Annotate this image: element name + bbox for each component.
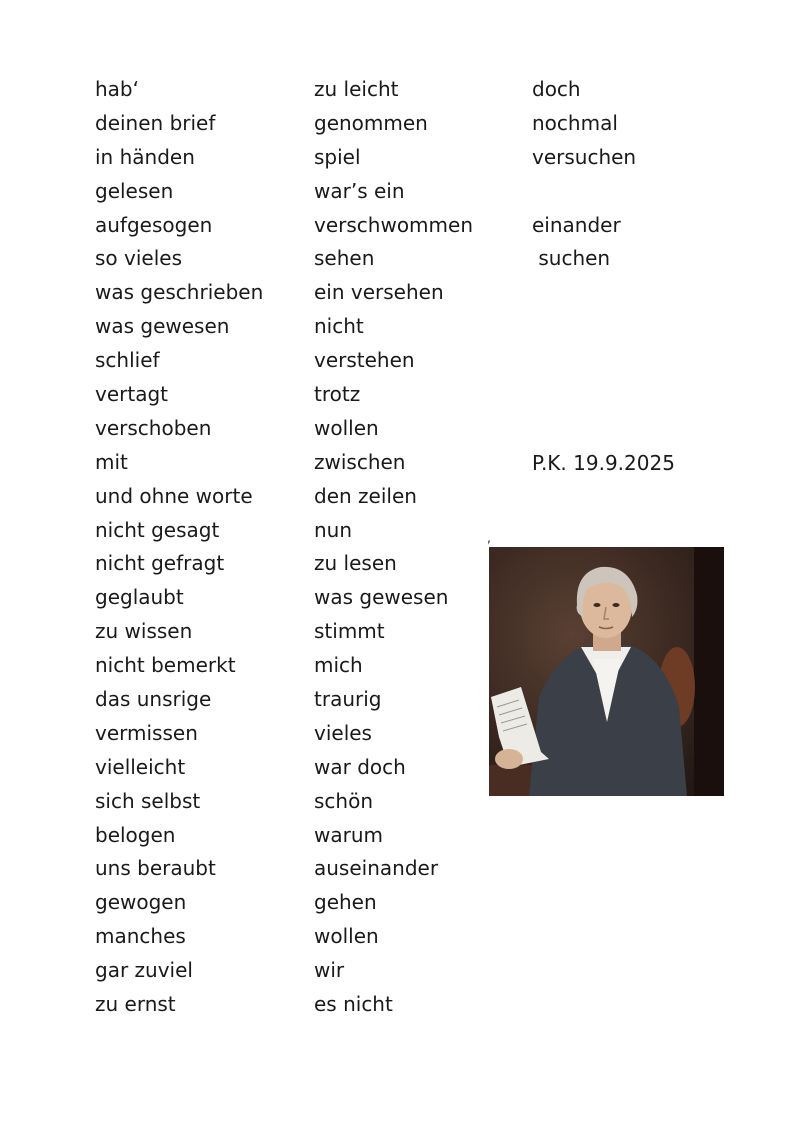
poem-line-col2: trotz — [314, 382, 361, 407]
poem-line-col2: nicht — [314, 314, 364, 339]
poem-line-col1: zu ernst — [95, 992, 176, 1017]
poem-column-1 — [95, 73, 263, 1022]
poem-line-col3: einander — [532, 212, 621, 237]
poem-line-col2: schön — [314, 788, 374, 813]
poem-line-col2: vieles — [314, 720, 372, 745]
poem-column-3 — [532, 73, 636, 276]
poem-line-col1: gelesen — [95, 178, 174, 203]
poem-column-2 — [314, 73, 473, 1022]
poem-line-col2: nun — [314, 517, 353, 542]
poem-line-col1: geglaubt — [95, 585, 184, 610]
poem-line-col1: mit — [95, 449, 128, 474]
poem-line-col3: doch — [532, 77, 581, 101]
poem-line-col1: vermissen — [95, 720, 198, 745]
poem-line-col2: verschwommen — [314, 212, 473, 237]
poem-line-col2: was gewesen — [314, 585, 449, 610]
poem-line-col2: verstehen — [314, 348, 415, 373]
poem-line-col3 — [532, 175, 636, 209]
poem-line-col2: mich — [314, 653, 363, 678]
poem-line-col1: so vieles — [95, 246, 182, 271]
poem-line-col1: verschoben — [95, 415, 212, 440]
poem-line-col1: manches — [95, 924, 186, 949]
hand — [495, 749, 523, 769]
poem-line-col1: gewogen — [95, 890, 187, 915]
poem-line-col2: stimmt — [314, 619, 385, 644]
poem-line-col1: belogen — [95, 822, 176, 847]
stray-mark: ‚ — [487, 531, 491, 545]
portrait-image — [489, 547, 724, 796]
poem-line-col1: nicht gefragt — [95, 551, 225, 576]
poem-line-col1: uns beraubt — [95, 856, 216, 881]
poem-line-col2: spiel — [314, 144, 361, 169]
poem-line-col3: versuchen — [532, 144, 637, 169]
poem-line-col2: zwischen — [314, 449, 406, 474]
poem-line-col1: hab‘ — [95, 77, 139, 101]
poem-line-col2: zu leicht — [314, 77, 399, 101]
poem-line-col2: wollen — [314, 415, 379, 440]
poem-line-col1: was geschrieben — [95, 280, 264, 305]
poem-line-col1: zu wissen — [95, 619, 193, 644]
poem-line-col2: traurig — [314, 687, 382, 712]
poem-line-col1: sich selbst — [95, 788, 201, 813]
poem-line-col1: nicht bemerkt — [95, 653, 236, 678]
portrait-dark-edge — [694, 547, 724, 796]
poem-line-col2: auseinander — [314, 856, 439, 881]
right-eye — [613, 603, 620, 607]
poem-line-col1: nicht gesagt — [95, 517, 220, 542]
left-eye — [594, 603, 601, 607]
poem-line-col2: warum — [314, 822, 383, 847]
poem-line-col1: gar zuviel — [95, 958, 193, 983]
poem-line-col2: zu lesen — [314, 551, 397, 576]
poem-line-col1: in händen — [95, 144, 195, 169]
poem-line-col2: genommen — [314, 110, 428, 135]
poem-line-col1: was gewesen — [95, 314, 230, 339]
poem-line-col2: gehen — [314, 890, 377, 915]
poem-line-col1: vielleicht — [95, 754, 186, 779]
poem-line-col2: wollen — [314, 924, 379, 949]
poem-line-col2: sehen — [314, 246, 375, 271]
poem-line-col1: und ohne worte — [95, 483, 253, 508]
poem-line-col2: war doch — [314, 754, 406, 779]
poem-line-col2: war’s ein — [314, 178, 405, 203]
poem-line-col1: aufgesogen — [95, 212, 213, 237]
poem-line-col1: das unsrige — [95, 687, 212, 712]
poem-line-col2: wir — [314, 958, 345, 983]
poem-line-col3: nochmal — [532, 110, 618, 135]
poem-line-col2: ein versehen — [314, 280, 444, 305]
poem-line-col1: deinen brief — [95, 110, 216, 135]
poem-line-col2: es nicht — [314, 992, 393, 1017]
portrait-drawing — [489, 547, 724, 796]
poem-line-col1: schlief — [95, 348, 160, 373]
poem-line-col3: suchen — [532, 246, 611, 271]
poem-line-col1: vertagt — [95, 382, 168, 407]
signature-date: P.K. 19.9.2025 — [532, 451, 675, 475]
poem-line-col2: den zeilen — [314, 483, 417, 508]
